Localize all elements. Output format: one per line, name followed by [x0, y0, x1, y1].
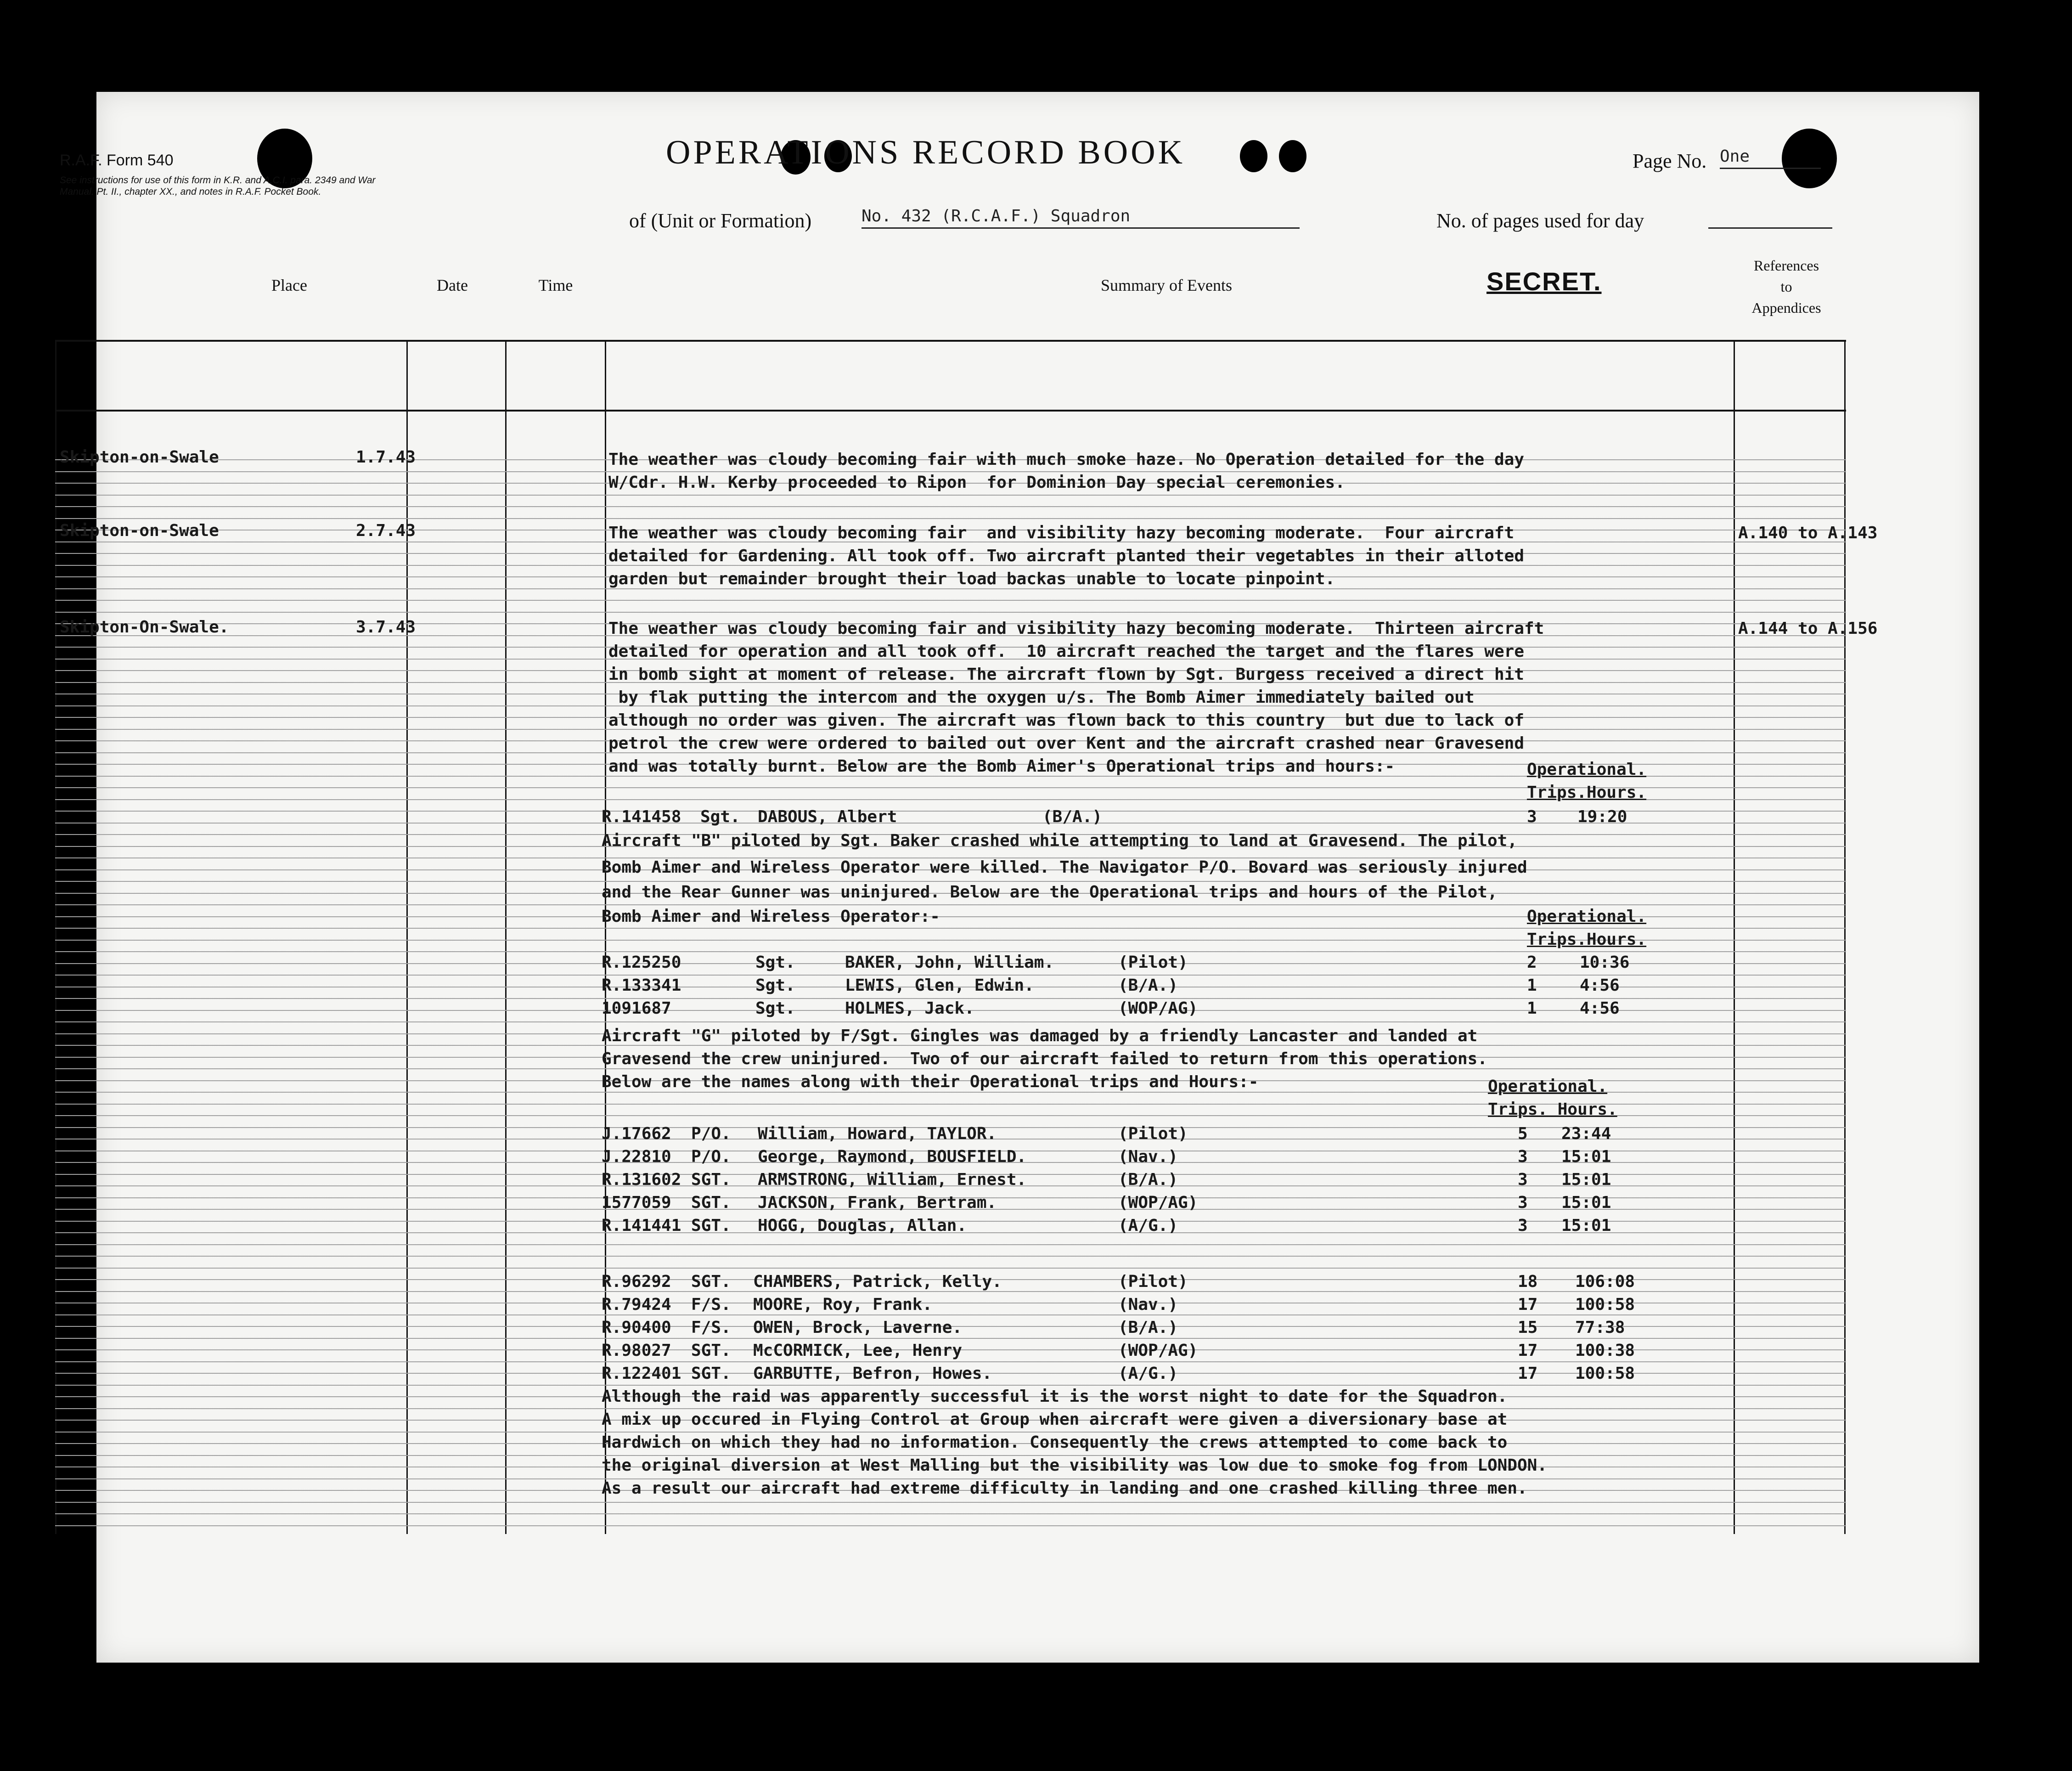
- entry-date: 2.7.43: [356, 521, 416, 540]
- crew-name: DABOUS, Albert: [758, 807, 897, 826]
- crew-hours: 15:01: [1561, 1147, 1611, 1166]
- ruled-line: [55, 1244, 1846, 1245]
- document-title: OPERATIONS RECORD BOOK: [666, 134, 1186, 171]
- summary-line: A mix up occured in Flying Control at Group when aircraft were given a diversionary base at: [602, 1410, 1508, 1429]
- col-head-date: Date: [437, 276, 468, 294]
- crew-hours: 4:56: [1580, 999, 1620, 1018]
- col-head-summary: Summary of Events: [1101, 276, 1232, 294]
- crew-name: George, Raymond, BOUSFIELD.: [758, 1147, 1027, 1166]
- unit-label: of (Unit or Formation): [629, 209, 812, 232]
- summary-line: and the Rear Gunner was uninjured. Below are the Operational trips and hours of the Pilot,: [602, 883, 1498, 902]
- crew-name: William, Howard, TAYLOR.: [758, 1124, 997, 1143]
- crew-hours: 19:20: [1577, 807, 1627, 826]
- header-bottom-border: [55, 410, 1846, 412]
- crew-role: (A/G.): [1118, 1364, 1178, 1383]
- crew-rank: SGT.: [691, 1364, 731, 1383]
- crew-rank: F/S.: [691, 1295, 731, 1314]
- crew-hours: 23:44: [1561, 1124, 1611, 1143]
- crew-role: (Nav.): [1118, 1147, 1178, 1166]
- crew-trips: 2: [1527, 953, 1537, 972]
- crew-rank: SGT.: [691, 1170, 731, 1189]
- ruled-line: [55, 951, 1846, 952]
- crew-rank: Sgt.: [755, 953, 795, 972]
- crew-rank: Sgt.: [755, 999, 795, 1018]
- ruled-line: [55, 588, 1846, 589]
- crew-name: BAKER, John, William.: [845, 953, 1054, 972]
- col-divider: [1844, 340, 1846, 1534]
- ruled-line: [55, 1256, 1846, 1257]
- summary-line: the original diversion at West Malling but the visibility was low due to smoke fog from LONDON.: [602, 1456, 1548, 1475]
- crew-trips: 3: [1527, 807, 1537, 826]
- summary-line: detailed for Gardening. All took off. Two aircraft planted their vegetables in their alloted: [608, 547, 1524, 565]
- crew-hours: 77:38: [1575, 1318, 1625, 1337]
- crew-rank: Sgt.: [755, 976, 795, 995]
- pages-used-line: [1708, 227, 1832, 229]
- crew-number: R.90400: [602, 1318, 671, 1337]
- punch-hole: [1240, 140, 1267, 172]
- crew-trips: 3: [1518, 1193, 1528, 1212]
- crew-trips: 15: [1518, 1318, 1538, 1337]
- summary-line: in bomb sight at moment of release. The aircraft flown by Sgt. Burgess received a direct hit: [608, 665, 1524, 684]
- crew-hours: 100:38: [1575, 1341, 1635, 1360]
- form-number: R.A.F. Form 540: [60, 152, 174, 169]
- crew-rank: SGT.: [691, 1216, 731, 1235]
- ruled-line: [55, 881, 1846, 882]
- ruled-line: [55, 1432, 1846, 1433]
- ruled-line: [55, 1021, 1846, 1022]
- crew-rank: Sgt.: [700, 807, 740, 826]
- crew-role: (A/G.): [1118, 1216, 1178, 1235]
- crew-name: GARBUTTE, Befron, Howes.: [753, 1364, 992, 1383]
- entry-reference: A.144 to A.156: [1738, 619, 1878, 638]
- crew-name: OWEN, Brock, Laverne.: [753, 1318, 963, 1337]
- col-divider: [505, 340, 507, 1534]
- crew-number: R.131602: [602, 1170, 681, 1189]
- ruled-line: [55, 1502, 1846, 1503]
- crew-rank: SGT.: [691, 1193, 731, 1212]
- ruled-line: [55, 1408, 1846, 1409]
- page-number-label: Page No.: [1633, 150, 1707, 172]
- summary-line: As a result our aircraft had extreme difficulty in landing and one crashed killing three men.: [602, 1479, 1527, 1498]
- trips-hours-heading: Trips.Hours.: [1527, 930, 1647, 949]
- col-divider: [55, 340, 56, 1534]
- crew-rank: F/S.: [691, 1318, 731, 1337]
- crew-number: J.22810: [602, 1147, 671, 1166]
- summary-line: The weather was cloudy becoming fair and visibility hazy becoming moderate. Thirteen aircraft: [608, 619, 1544, 638]
- crew-trips: 18: [1518, 1272, 1538, 1291]
- operational-heading: Operational.: [1527, 760, 1647, 779]
- crew-rank: P/O.: [691, 1147, 731, 1166]
- ruled-line: [55, 928, 1846, 929]
- pages-used-label: No. of pages used for day: [1436, 209, 1644, 232]
- ruled-line: [55, 904, 1846, 905]
- crew-number: R.141441: [602, 1216, 681, 1235]
- crew-name: HOLMES, Jack.: [845, 999, 974, 1018]
- refs-head-line: References: [1753, 257, 1819, 274]
- crew-role: (B/A.): [1118, 976, 1178, 995]
- entry-place: Skipton-on-Swale: [60, 521, 219, 540]
- crew-trips: 1: [1527, 976, 1537, 995]
- summary-line: petrol the crew were ordered to bailed out over Kent and the aircraft crashed near Gravesend: [608, 734, 1524, 753]
- crew-rank: P/O.: [691, 1124, 731, 1143]
- summary-line: Hardwich on which they had no information. Consequently the crews attempted to come back to: [602, 1433, 1508, 1452]
- crew-hours: 4:56: [1580, 976, 1620, 995]
- crew-role: (B/A.): [1118, 1318, 1178, 1337]
- summary-line: The weather was cloudy becoming fair with much smoke haze. No Operation detailed for the day: [608, 450, 1524, 469]
- crew-rank: SGT.: [691, 1272, 731, 1291]
- ruled-line: [55, 471, 1846, 472]
- summary-line: Aircraft "G" piloted by F/Sgt. Gingles was damaged by a friendly Lancaster and landed at: [602, 1027, 1478, 1045]
- col-divider: [406, 340, 408, 1534]
- ruled-line: [55, 1525, 1846, 1526]
- ruled-line: [55, 1291, 1846, 1292]
- crew-role: (B/A.): [1118, 1170, 1178, 1189]
- crew-role: (Nav.): [1118, 1295, 1178, 1314]
- col-divider: [1734, 340, 1735, 1534]
- crew-name: LEWIS, Glen, Edwin.: [845, 976, 1034, 995]
- entry-reference: A.140 to A.143: [1738, 524, 1878, 542]
- trips-hours-heading: Trips.Hours.: [1527, 783, 1647, 802]
- operational-heading: Operational.: [1488, 1077, 1608, 1096]
- crew-number: R.133341: [602, 976, 681, 995]
- crew-trips: 17: [1518, 1295, 1538, 1314]
- crew-number: 1577059: [602, 1193, 671, 1212]
- crew-number: R.141458: [602, 807, 681, 826]
- col-head-references: [1731, 255, 1841, 318]
- ruled-line: [55, 1268, 1846, 1269]
- crew-role: (Pilot): [1118, 1124, 1188, 1143]
- summary-line: garden but remainder brought their load backas unable to locate pinpoint.: [608, 570, 1335, 588]
- crew-role: (B/A.): [1042, 807, 1103, 826]
- ruled-line: [55, 1338, 1846, 1339]
- page-number-value: One: [1720, 147, 1821, 169]
- summary-line: Below are the names along with their Operational trips and Hours:-: [602, 1072, 1259, 1091]
- crew-number: R.79424: [602, 1295, 671, 1314]
- secret-stamp: SECRET.: [1486, 267, 1602, 296]
- crew-number: 1091687: [602, 999, 671, 1018]
- crew-trips: 3: [1518, 1147, 1528, 1166]
- ruled-line: [55, 975, 1846, 976]
- summary-line: The weather was cloudy becoming fair and visibility hazy becoming moderate. Four aircraft: [608, 524, 1515, 542]
- crew-number: R.122401: [602, 1364, 681, 1383]
- summary-line: although no order was given. The aircraft was flown back to this country but due to lack of: [608, 711, 1524, 730]
- crew-hours: 100:58: [1575, 1295, 1635, 1314]
- ruled-line: [55, 1513, 1846, 1514]
- ruled-line: [55, 1385, 1846, 1386]
- col-head-time: Time: [538, 276, 573, 294]
- operational-heading: Operational.: [1527, 907, 1647, 926]
- entry-date: 3.7.43: [356, 618, 416, 637]
- summary-line: by flak putting the intercom and the oxygen u/s. The Bomb Aimer immediately bailed out: [608, 688, 1475, 707]
- crew-name: CHAMBERS, Patrick, Kelly.: [753, 1272, 1002, 1291]
- ruled-line: [55, 495, 1846, 496]
- crew-number: R.125250: [602, 953, 681, 972]
- summary-line: W/Cdr. H.W. Kerby proceeded to Ripon for Dominion Day special ceremonies.: [608, 473, 1345, 492]
- summary-line: Aircraft "B" piloted by Sgt. Baker crashed while attempting to land at Gravesend. The pilot,: [602, 831, 1517, 850]
- summary-line: Gravesend the crew uninjured. Two of our aircraft failed to return from this operations.: [602, 1049, 1487, 1068]
- refs-head-line: to: [1780, 278, 1792, 295]
- form-instructions: See instructions for use of this form in K.R. and A.C.I. para. 2349 and War Manual. Pt. II., chapter XX., and notes in R.A.F. Pocket Book.: [60, 175, 376, 197]
- crew-name: MOORE, Roy, Frank.: [753, 1295, 933, 1314]
- crew-name: ARMSTRONG, William, Ernest.: [758, 1170, 1027, 1189]
- crew-name: JACKSON, Frank, Bertram.: [758, 1193, 997, 1212]
- ruled-line: [55, 600, 1846, 601]
- refs-head-line: Appendices: [1751, 299, 1821, 316]
- summary-line: Although the raid was apparently successful it is the worst night to date for the Squadron.: [602, 1387, 1508, 1406]
- ruled-line: [55, 1314, 1846, 1315]
- summary-line: and was totally burnt. Below are the Bomb Aimer's Operational trips and hours:-: [608, 757, 1395, 776]
- crew-trips: 5: [1518, 1124, 1528, 1143]
- crew-role: (WOP/AG): [1118, 1193, 1198, 1212]
- crew-trips: 1: [1527, 999, 1537, 1018]
- entry-place: Skipton-on-Swale: [60, 448, 219, 467]
- entry-date: 1.7.43: [356, 448, 416, 467]
- crew-trips: 3: [1518, 1170, 1528, 1189]
- ruled-line: [55, 506, 1846, 507]
- crew-trips: 17: [1518, 1364, 1538, 1383]
- crew-hours: 100:58: [1575, 1364, 1635, 1383]
- ruled-line: [55, 1361, 1846, 1362]
- crew-role: (WOP/AG): [1118, 1341, 1198, 1360]
- crew-number: R.98027: [602, 1341, 671, 1360]
- table-top-border: [55, 340, 1846, 342]
- entry-place: Skipton-On-Swale.: [60, 618, 229, 637]
- crew-role: (WOP/AG): [1118, 999, 1198, 1018]
- crew-trips: 3: [1518, 1216, 1528, 1235]
- crew-number: J.17662: [602, 1124, 671, 1143]
- crew-hours: 15:01: [1561, 1170, 1611, 1189]
- crew-hours: 15:01: [1561, 1216, 1611, 1235]
- crew-rank: SGT.: [691, 1341, 731, 1360]
- crew-name: McCORMICK, Lee, Henry: [753, 1341, 963, 1360]
- summary-line: Bomb Aimer and Wireless Operator:-: [602, 907, 940, 926]
- trips-hours-heading: Trips. Hours.: [1488, 1100, 1617, 1119]
- ruled-line: [55, 612, 1846, 613]
- crew-hours: 106:08: [1575, 1272, 1635, 1291]
- crew-number: R.96292: [602, 1272, 671, 1291]
- crew-name: HOGG, Douglas, Allan.: [758, 1216, 967, 1235]
- crew-hours: 15:01: [1561, 1193, 1611, 1212]
- crew-hours: 10:36: [1580, 953, 1630, 972]
- crew-role: (Pilot): [1118, 953, 1188, 972]
- ruled-line: [55, 518, 1846, 519]
- summary-line: Bomb Aimer and Wireless Operator were killed. The Navigator P/O. Bovard was seriously injured: [602, 858, 1527, 877]
- crew-role: (Pilot): [1118, 1272, 1188, 1291]
- ruled-line: [55, 1068, 1846, 1069]
- unit-value: No. 432 (R.C.A.F.) Squadron: [861, 207, 1300, 229]
- crew-trips: 17: [1518, 1341, 1538, 1360]
- summary-line: detailed for operation and all took off. 10 aircraft reached the target and the flares were: [608, 642, 1524, 661]
- col-head-place: Place: [271, 276, 307, 294]
- punch-hole: [1279, 140, 1306, 172]
